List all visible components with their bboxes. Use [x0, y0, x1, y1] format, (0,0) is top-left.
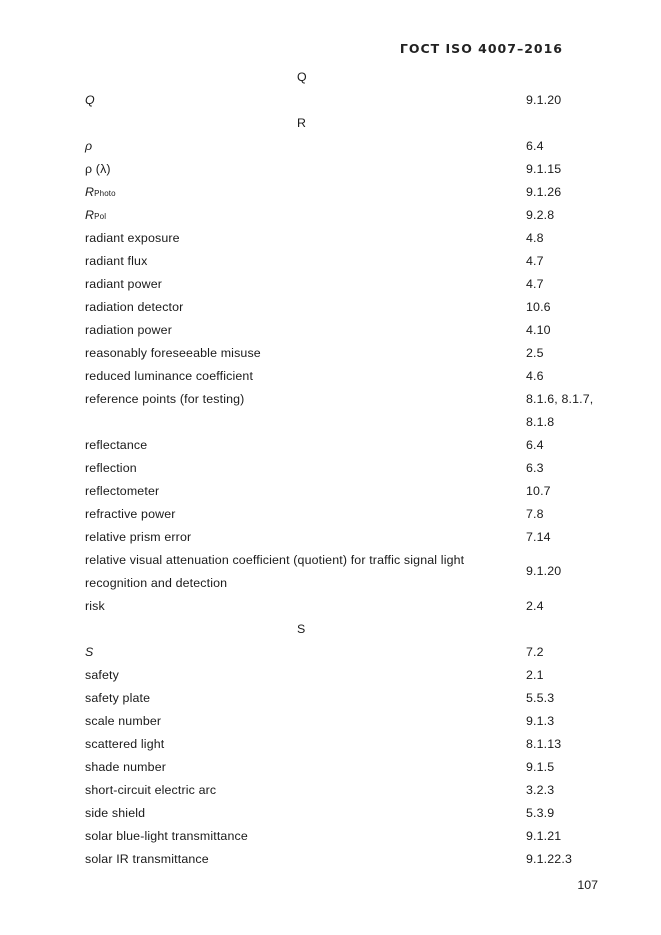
section-letter-q: Q	[297, 70, 307, 84]
index-term: reflection	[85, 461, 137, 475]
index-term: reflectance	[85, 438, 148, 452]
index-term: relative visual attenuation coefficient (quotient) for traffic signal light recognition and detection	[85, 553, 465, 590]
index-entry	[85, 480, 605, 503]
index-ref: 4.6	[526, 369, 544, 383]
index-term: reduced luminance coefficient	[85, 369, 254, 383]
index-term: solar IR transmittance	[85, 852, 209, 866]
index-term: side shield	[85, 806, 146, 820]
index-entry	[85, 204, 605, 227]
index-ref: 7.8	[526, 507, 544, 521]
index-entry	[85, 526, 605, 549]
index-ref: 9.1.26	[526, 185, 562, 199]
index-term: radiation power	[85, 323, 172, 337]
index-ref: 4.7	[526, 254, 544, 268]
index-entry	[85, 273, 605, 296]
index-term: safety plate	[85, 691, 151, 705]
index-term: reasonably foreseeable misuse	[85, 346, 261, 360]
index-ref: 6.3	[526, 461, 544, 475]
index-ref: 2.1	[526, 668, 544, 682]
index-term: RPhoto	[85, 185, 116, 199]
index-term: ρ (λ)	[85, 162, 111, 176]
index-entry	[85, 595, 605, 618]
index-term: scattered light	[85, 737, 165, 751]
index-ref: 9.1.20	[526, 564, 562, 578]
index-ref: 4.10	[526, 323, 551, 337]
index-entry	[85, 434, 605, 457]
index-ref: 5.3.9	[526, 806, 555, 820]
index-ref: 6.4	[526, 438, 544, 452]
index-entry	[85, 710, 605, 733]
index-entry	[85, 687, 605, 710]
index-entry	[85, 457, 605, 480]
page-number: 107	[577, 878, 598, 892]
index-ref: 5.5.3	[526, 691, 555, 705]
index-ref: 8.1.13	[526, 737, 562, 751]
section-letter-s: S	[297, 622, 306, 636]
index-ref: 2.4	[526, 599, 544, 613]
index-ref: 3.2.3	[526, 783, 555, 797]
index-term: Q	[85, 93, 95, 107]
index-ref: 9.1.20	[526, 93, 562, 107]
index-ref: 7.2	[526, 645, 544, 659]
index-entry	[85, 135, 605, 158]
index-term: refractive power	[85, 507, 176, 521]
index-term: radiant power	[85, 277, 163, 291]
index-ref: 10.7	[526, 484, 551, 498]
index-entry	[85, 779, 605, 802]
index-entry	[85, 158, 605, 181]
index-entry	[85, 365, 605, 388]
index-ref: 4.7	[526, 277, 544, 291]
index-entry	[85, 250, 605, 273]
index-ref: 9.1.22.3	[526, 852, 572, 866]
index-entry	[85, 227, 605, 250]
index-entry	[85, 296, 605, 319]
index-entry	[85, 319, 605, 342]
index-term: relative prism error	[85, 530, 192, 544]
index-term: RPol	[85, 208, 107, 222]
index-entry	[85, 733, 605, 756]
index-entry	[85, 802, 605, 825]
index-ref: 8.1.6, 8.1.7, 8.1.8	[526, 392, 594, 429]
index-term: radiation detector	[85, 300, 184, 314]
index-term: reference points (for testing)	[85, 392, 245, 406]
index-ref: 9.1.21	[526, 829, 562, 843]
index-ref: 4.8	[526, 231, 544, 245]
index-ref: 9.2.8	[526, 208, 555, 222]
index-term: radiant exposure	[85, 231, 180, 245]
index-term: reflectometer	[85, 484, 160, 498]
index-ref: 9.1.3	[526, 714, 555, 728]
index-ref: 2.5	[526, 346, 544, 360]
index-entry	[85, 641, 605, 664]
alphabetical-index	[85, 66, 605, 871]
index-entry	[85, 388, 605, 434]
index-entry	[85, 848, 605, 871]
index-term: shade number	[85, 760, 167, 774]
index-ref: 6.4	[526, 139, 544, 153]
index-term: ρ	[85, 139, 93, 153]
index-ref: 9.1.15	[526, 162, 562, 176]
index-term: solar blue-light transmittance	[85, 829, 248, 843]
index-term: radiant flux	[85, 254, 148, 268]
document-header: ГОСТ ISO 4007–2016	[399, 41, 563, 56]
index-entry	[85, 549, 605, 595]
index-term: scale number	[85, 714, 162, 728]
index-term: short-circuit electric arc	[85, 783, 217, 797]
section-letter-r: R	[297, 116, 306, 130]
index-ref: 7.14	[526, 530, 551, 544]
index-entry	[85, 503, 605, 526]
index-entry	[85, 181, 605, 204]
index-entry	[85, 342, 605, 365]
index-entry	[85, 756, 605, 779]
index-ref: 10.6	[526, 300, 551, 314]
index-entry	[85, 89, 605, 112]
index-ref: 9.1.5	[526, 760, 555, 774]
index-entry	[85, 825, 605, 848]
index-term: safety	[85, 668, 119, 682]
index-entry	[85, 664, 605, 687]
index-term: S	[85, 645, 94, 659]
index-term: risk	[85, 599, 105, 613]
